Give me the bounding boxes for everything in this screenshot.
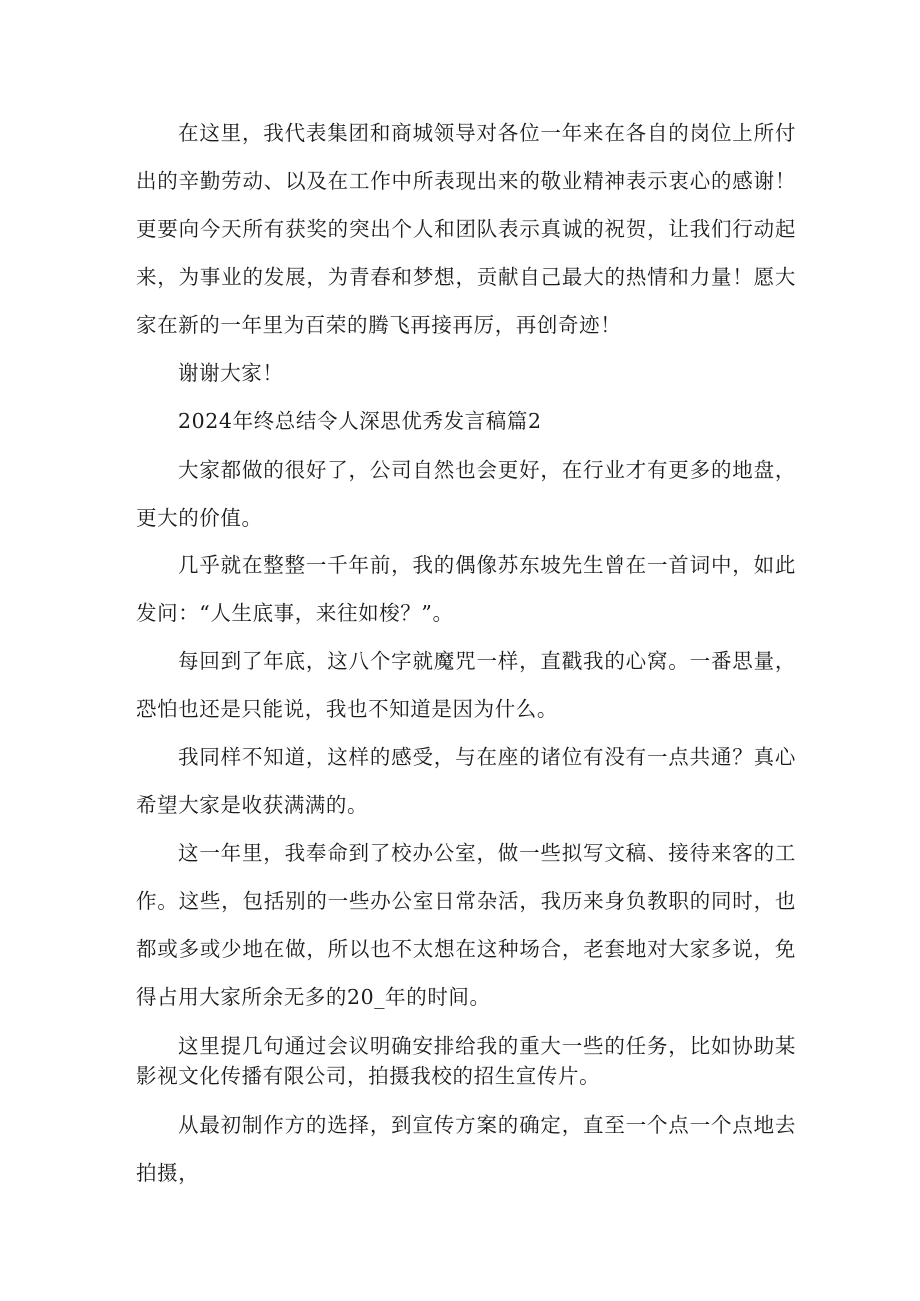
section-title: 2024年终总结令人深思优秀发言稿篇2: [178, 409, 542, 433]
paragraph-thanks-leadership: 在这里，我代表集团和商城领导对各位一年来在各自的岗位上所付出的辛勤劳动、以及在工作中所表现出来的敬业精神表示衷心的感谢！更要向今天所有获奖的突出个人和团队表示真诚的祝贺，让我们行动起来，为事业的发展，为青春和梦想，贡献自己最大的热情和力量！愿大家在新的一年里为百荣的腾飞再接再厉，再创奇迹！: [136, 121, 796, 337]
paragraph-company-better: 大家都做的很好了，公司自然也会更好，在行业才有更多的地盘，更大的价值。: [136, 458, 796, 530]
paragraph-office-work: 这一年里，我奉命到了校办公室，做一些拟写文稿、接待来客的工作。这些，包括别的一些办公室日常杂活，我历来身负教职的同时，也都或多或少地在做，所以也不太想在这种场合，老套地对大家多说，免得占用大家所余无多的20_年的时间。: [136, 841, 796, 1009]
paragraph-year-end: 每回到了年底，这八个字就魔咒一样，直戳我的心窝。一番思量，恐怕也还是只能说，我也不知道是因为什么。: [136, 649, 796, 721]
paragraph-su-dongpo: 几乎就在整整一千年前，我的偶像苏东坡先生曾在一首词中，如此发问：“人生底事，来往如梭？”。: [136, 553, 796, 625]
paragraph-production-process: 从最初制作方的选择，到宣传方案的确定，直至一个点一个点地去拍摄，: [136, 1113, 796, 1185]
paragraph-promo-video: 这里提几句通过会议明确安排给我的重大一些的任务，比如协助某影视文化传播有限公司，拍摄我校的招生宣传片。: [136, 1034, 796, 1088]
paragraph-thank-you: 谢谢大家！: [178, 361, 284, 385]
paragraph-common-feeling: 我同样不知道，这样的感受，与在座的诸位有没有一点共通？真心希望大家是收获满满的。: [136, 745, 796, 817]
